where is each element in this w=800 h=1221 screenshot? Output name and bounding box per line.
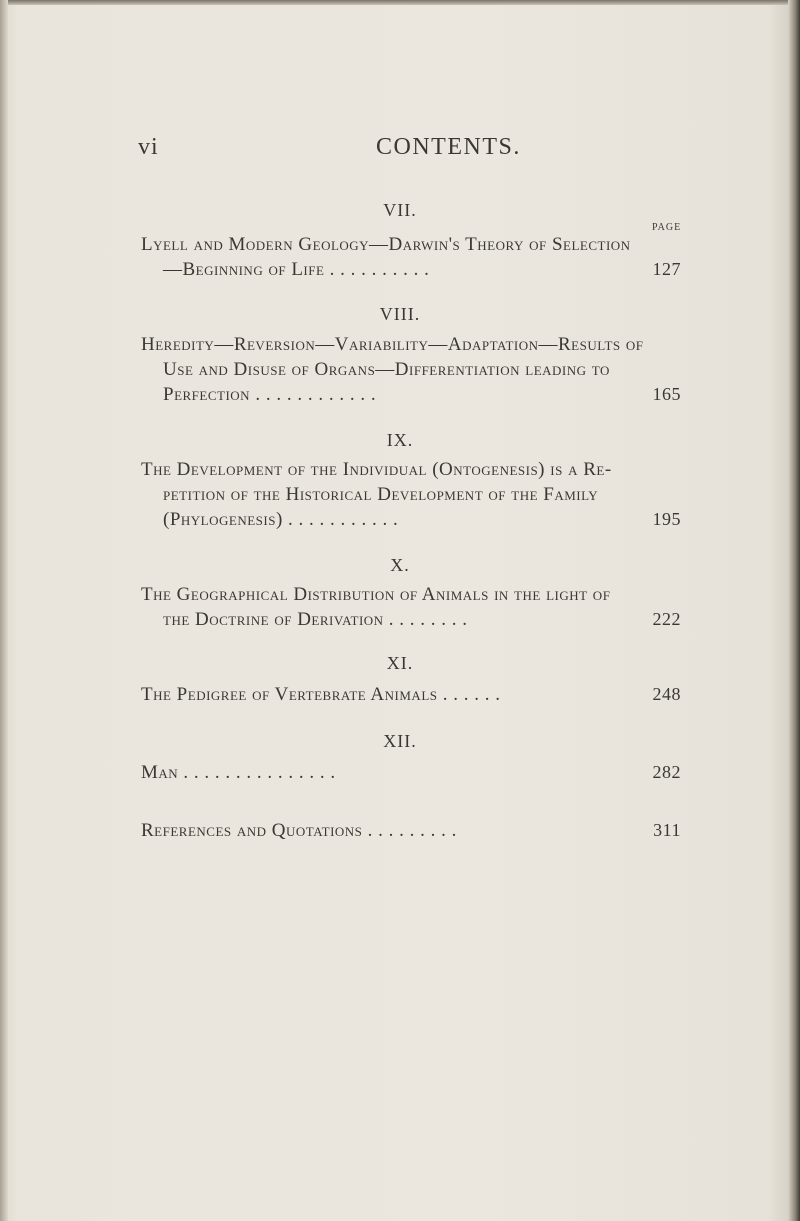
toc-page-number: 248: [652, 684, 681, 704]
toc-entry-xi[interactable]: [141, 682, 681, 707]
chapter-numeral: X.: [390, 555, 410, 575]
toc-entry-line: Use and Disuse of Organs—Differentiation leading to: [163, 359, 610, 380]
toc-entry-line: Heredity—Reversion—Variability—Adaptation—Results of: [141, 334, 644, 355]
page-right-edge: [788, 0, 800, 1221]
toc-page-number: 222: [652, 609, 681, 629]
toc-entry-line: the Doctrine of Derivation . . . . . . . .: [163, 609, 468, 630]
chapter-numeral: IX.: [386, 430, 414, 450]
toc-page-number: 195: [652, 509, 681, 529]
toc-entry-xii[interactable]: [141, 760, 681, 785]
toc-entry-line: Lyell and Modern Geology—Darwin's Theory of Selection: [141, 234, 631, 255]
toc-entry-line: —Beginning of Life . . . . . . . . . .: [163, 259, 430, 280]
page-title: CONTENTS.: [376, 134, 521, 160]
toc-page-number: 282: [652, 762, 681, 782]
toc-entry-line: Man . . . . . . . . . . . . . . .: [141, 762, 336, 783]
toc-entry-line: (Phylogenesis) . . . . . . . . . . .: [163, 509, 399, 530]
page-folio: vi: [138, 134, 159, 160]
toc-page-number: 127: [652, 259, 681, 279]
chapter-numeral: XI.: [386, 653, 414, 673]
page-column-label: PAGE: [652, 222, 682, 233]
chapter-numeral: VII.: [383, 200, 417, 220]
toc-entry-line: Perfection . . . . . . . . . . . .: [163, 384, 377, 405]
toc-page-number: 311: [653, 820, 681, 840]
chapter-numeral: XII.: [383, 731, 417, 751]
toc-entry-line: The Pedigree of Vertebrate Animals . . . . . .: [141, 684, 501, 705]
page-top-edge: [0, 0, 800, 5]
toc-entry-line: The Development of the Individual (Ontogenesis) is a Re-: [141, 459, 612, 480]
toc-entry-line: petition of the Historical Development of the Family: [163, 484, 599, 505]
toc-page-number: 165: [652, 384, 681, 404]
toc-entry-ix[interactable]: [141, 457, 681, 532]
toc-entry-line: References and Quotations . . . . . . . . .: [141, 820, 457, 841]
toc-entry-viii[interactable]: [141, 332, 681, 407]
toc-entry-vii[interactable]: [141, 232, 681, 282]
toc-entry-x[interactable]: [141, 582, 681, 632]
toc-entry-line: The Geographical Distribution of Animals in the light of: [141, 584, 611, 605]
chapter-numeral: VIII.: [379, 304, 421, 324]
page-left-edge: [0, 0, 8, 1221]
running-head: [138, 134, 710, 164]
toc-entry-references[interactable]: [141, 818, 681, 843]
